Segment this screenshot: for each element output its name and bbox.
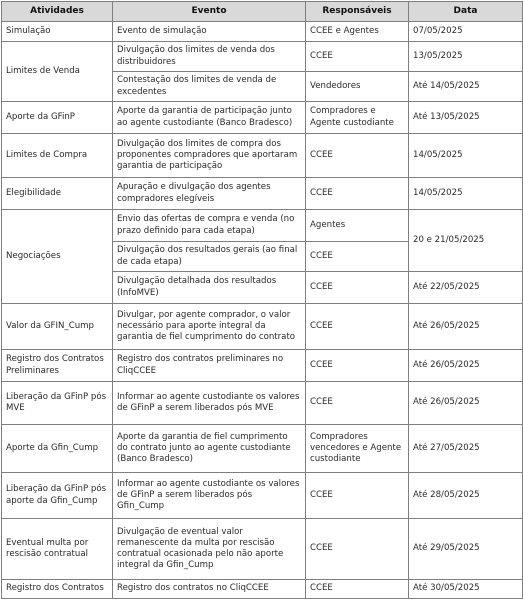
header-evento: Evento — [113, 2, 306, 22]
table-row — [2, 178, 523, 210]
table-row — [2, 580, 523, 599]
responsaveis-cell: Vendedores — [306, 72, 409, 102]
evento-cell: Evento de simulação — [113, 22, 306, 42]
table-row — [2, 473, 523, 519]
responsaveis-cell: CCEE — [306, 473, 409, 519]
evento-cell: Envio das ofertas de compra e venda (no prazo definido para cada etapa) — [113, 210, 306, 242]
responsaveis-cell: CCEE — [306, 42, 409, 72]
evento-cell: Divulgação de eventual valor remanescente da multa por rescisão contratual ocasionada pelo não aporte integral da Gfin_Cump — [113, 519, 306, 580]
responsaveis-cell: CCEE — [306, 242, 409, 272]
responsaveis-cell: CCEE — [306, 134, 409, 178]
atividade-cell: Liberação da GFinP pós aporte da Gfin_Cump — [2, 473, 113, 519]
data-cell: Até 26/05/2025 — [409, 350, 523, 382]
evento-cell: Divulgação detalhada dos resultados (InfoMVE) — [113, 272, 306, 304]
responsaveis-cell: CCEE — [306, 382, 409, 425]
responsaveis-cell: CCEE — [306, 519, 409, 580]
table-row — [2, 22, 523, 42]
data-cell: 20 e 21/05/2025 — [409, 210, 523, 272]
atividade-cell: Eventual multa por rescisão contratual — [2, 519, 113, 580]
responsaveis-cell: Agentes — [306, 210, 409, 242]
responsaveis-cell: CCEE — [306, 304, 409, 350]
evento-cell: Informar ao agente custodiante os valores de GFinP a serem liberados pós Gfin_Cump — [113, 473, 306, 519]
table-row — [2, 425, 523, 473]
data-cell: 13/05/2025 — [409, 42, 523, 72]
atividade-cell: Registro dos Contratos Preliminares — [2, 350, 113, 382]
atividade-cell: Negociações — [2, 210, 113, 304]
atividade-cell: Simulação — [2, 22, 113, 42]
evento-cell: Aporte da garantia de participação junto ao agente custodiante (Banco Bradesco) — [113, 102, 306, 134]
data-cell: Até 30/05/2025 — [409, 580, 523, 599]
data-cell: Até 14/05/2025 — [409, 72, 523, 102]
header-atividades: Atividades — [2, 2, 113, 22]
responsaveis-cell: Compradores e Agente custodiante — [306, 102, 409, 134]
atividade-cell: Liberação da GFinP pós MVE — [2, 382, 113, 425]
atividade-cell: Elegibilidade — [2, 178, 113, 210]
data-cell: 07/05/2025 — [409, 22, 523, 42]
evento-cell: Aporte da garantia de fiel cumprimento do contrato junto ao agente custodiante (Banco Bradesco) — [113, 425, 306, 473]
atividade-cell: Aporte da Gfin_Cump — [2, 425, 113, 473]
table-row — [2, 519, 523, 580]
evento-cell: Divulgação dos limites de compra dos proponentes compradores que aportaram garantia de participação — [113, 134, 306, 178]
table-row — [2, 210, 523, 242]
atividade-cell: Valor da GFIN_Cump — [2, 304, 113, 350]
responsaveis-cell: CCEE — [306, 580, 409, 599]
atividade-cell: Registro dos Contratos — [2, 580, 113, 599]
responsaveis-cell: CCEE e Agentes — [306, 22, 409, 42]
evento-cell: Contestação dos limites de venda de excedentes — [113, 72, 306, 102]
data-cell: Até 26/05/2025 — [409, 304, 523, 350]
responsaveis-cell: CCEE — [306, 178, 409, 210]
table-row — [2, 42, 523, 72]
evento-cell: Divulgação dos resultados gerais (ao final de cada etapa) — [113, 242, 306, 272]
header-row — [2, 2, 523, 22]
data-cell: Até 26/05/2025 — [409, 382, 523, 425]
header-data: Data — [409, 2, 523, 22]
responsaveis-cell: CCEE — [306, 272, 409, 304]
atividade-cell: Limites de Venda — [2, 42, 113, 102]
table-row — [2, 382, 523, 425]
responsaveis-cell: CCEE — [306, 350, 409, 382]
table-row — [2, 134, 523, 178]
schedule-table — [1, 1, 523, 599]
data-cell: Até 27/05/2025 — [409, 425, 523, 473]
data-cell: Até 29/05/2025 — [409, 519, 523, 580]
evento-cell: Apuração e divulgação dos agentes compradores elegíveis — [113, 178, 306, 210]
data-cell: Até 22/05/2025 — [409, 272, 523, 304]
header-responsaveis: Responsáveis — [306, 2, 409, 22]
data-cell: Até 28/05/2025 — [409, 473, 523, 519]
atividade-cell: Aporte da GFinP — [2, 102, 113, 134]
evento-cell: Informar ao agente custodiante os valores de GFinP a serem liberados pós MVE — [113, 382, 306, 425]
responsaveis-cell: Compradores vencedores e Agente custodiante — [306, 425, 409, 473]
table-row — [2, 304, 523, 350]
table-row — [2, 350, 523, 382]
atividade-cell: Limites de Compra — [2, 134, 113, 178]
evento-cell: Registro dos contratos no CliqCCEE — [113, 580, 306, 599]
evento-cell: Divulgação dos limites de venda dos distribuidores — [113, 42, 306, 72]
table-row — [2, 102, 523, 134]
evento-cell: Registro dos contratos preliminares no CliqCCEE — [113, 350, 306, 382]
evento-cell: Divulgar, por agente comprador, o valor necessário para aporte integral da garantia de fiel cumprimento do contrato — [113, 304, 306, 350]
data-cell: 14/05/2025 — [409, 178, 523, 210]
data-cell: Até 13/05/2025 — [409, 102, 523, 134]
data-cell: 14/05/2025 — [409, 134, 523, 178]
